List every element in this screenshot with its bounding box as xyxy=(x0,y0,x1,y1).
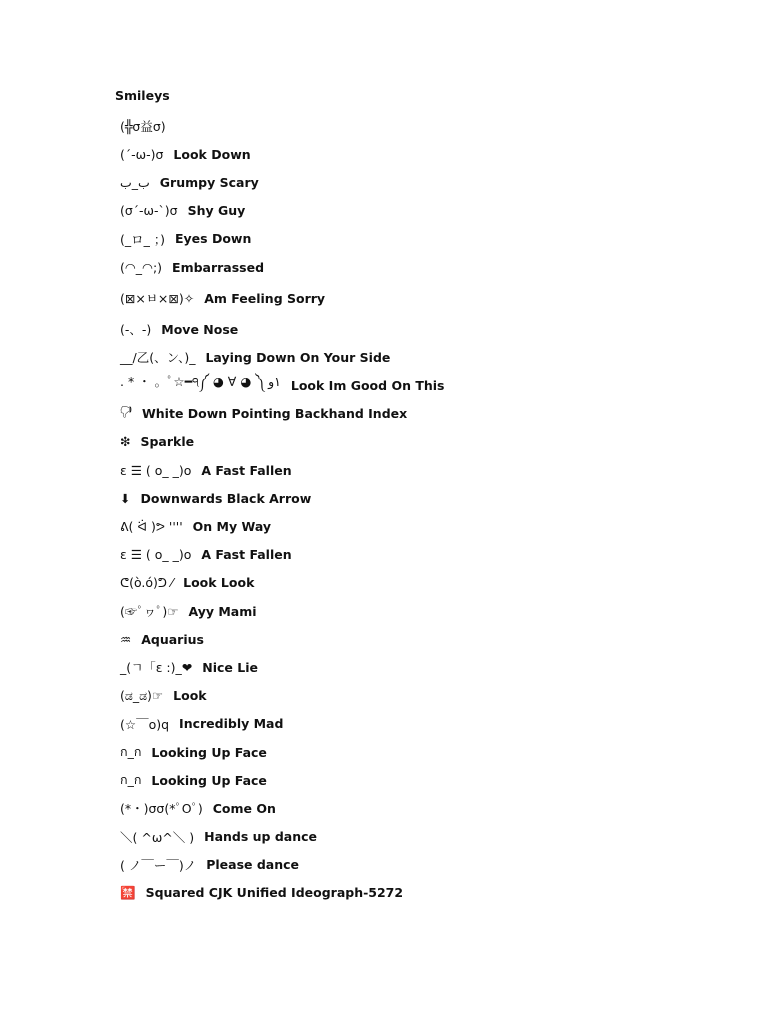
list-item xyxy=(116,456,736,484)
list-item xyxy=(116,569,736,597)
emoticon-label: Nice Lie xyxy=(202,659,258,675)
emoticon-label: Downwards Black Arrow xyxy=(140,490,312,506)
list-item xyxy=(116,653,736,681)
emoticon: _(ㄱ「ε :)_❤ xyxy=(120,660,193,676)
emoticon-label: Sparkle xyxy=(140,434,195,450)
list-item xyxy=(116,253,736,281)
emoticon-label: Am Feeling Sorry xyxy=(204,290,326,306)
emoticon-label: Aquarius xyxy=(141,631,204,647)
emoticon: (╬σ益σ) xyxy=(120,119,166,135)
list-item xyxy=(116,879,736,907)
emoticon: (_ロ_ ；) xyxy=(120,231,165,247)
emoticon: 🖓 xyxy=(120,404,132,420)
smiley-list xyxy=(116,112,736,907)
emoticon-label: Look Down xyxy=(173,146,251,162)
emoticon: . * ・ 。ﾟ☆━੧༼ ◕ ∀ ◕ ༽ ١و xyxy=(120,374,281,390)
emoticon: ก_ก xyxy=(120,772,142,788)
list-item xyxy=(116,372,736,400)
emoticon: ( ノ￣ー￣)ノ xyxy=(120,857,197,873)
list-item xyxy=(116,197,736,225)
emoticon: (σ´-ω-`)σ xyxy=(120,203,178,219)
list-item xyxy=(116,682,736,710)
list-item xyxy=(116,281,736,315)
emoticon-label: On My Way xyxy=(192,519,272,535)
list-item xyxy=(116,512,736,540)
emoticon-label: A Fast Fallen xyxy=(201,547,292,563)
emoticon: (´-ω-)σ xyxy=(120,146,164,162)
emoticon-label: Laying Down On Your Side xyxy=(205,349,391,365)
list-item xyxy=(116,766,736,794)
emoticon-label: Look Look xyxy=(183,575,255,591)
list-item xyxy=(116,315,736,343)
emoticon-label: Come On xyxy=(212,800,276,816)
emoticon: (ಡ_ಡ)☞ xyxy=(120,687,164,703)
emoticon-label: Grumpy Scary xyxy=(159,174,259,190)
list-item xyxy=(116,541,736,569)
emoticon: ᕦ(ò.ó)ᕤ ⁄ xyxy=(120,575,174,591)
emoticon-label: Ayy Mami xyxy=(188,603,257,619)
emoticon-label: Please dance xyxy=(206,857,300,873)
list-item xyxy=(116,484,736,512)
emoticon-label: Hands up dance xyxy=(204,829,318,845)
emoticon: (-、-) xyxy=(120,322,152,338)
emoticon-label: Move Nose xyxy=(161,321,239,337)
emoticon: ＼( ^ω^＼ ) xyxy=(120,829,195,845)
emoticon: ก_ก xyxy=(120,744,142,760)
emoticon-label: Look Im Good On This xyxy=(290,378,445,394)
emoticon: ε ☰ ( o_ _)o xyxy=(120,547,192,563)
emoticon: 🈲 xyxy=(120,884,136,900)
emoticon: ب_ب xyxy=(120,174,150,190)
document-title: Smileys xyxy=(115,88,170,103)
list-item xyxy=(116,400,736,428)
emoticon: (◠_◠;) xyxy=(120,259,163,275)
emoticon-label: White Down Pointing Backhand Index xyxy=(142,406,408,422)
emoticon: __/乙(、ン、)_ xyxy=(120,350,196,366)
list-item xyxy=(116,112,736,140)
list-item xyxy=(116,225,736,253)
emoticon: (⊠×ㅂ×⊠)✧ xyxy=(120,291,195,307)
emoticon-label: Shy Guy xyxy=(187,203,246,219)
list-item xyxy=(116,738,736,766)
emoticon-label: Incredibly Mad xyxy=(179,716,284,732)
list-item xyxy=(116,597,736,625)
emoticon: ᕕ( ᐛ )ᕗ '''' xyxy=(120,519,183,535)
emoticon-label: Looking Up Face xyxy=(151,744,267,760)
list-item xyxy=(116,851,736,879)
emoticon-label: Eyes Down xyxy=(174,231,252,247)
emoticon: (☆￣o)q xyxy=(120,716,170,732)
emoticon: (☞ﾟヮﾟ)☞ xyxy=(120,604,179,620)
emoticon-label: Squared CJK Unified Ideograph-5272 xyxy=(145,885,404,901)
emoticon-label: Looking Up Face xyxy=(151,772,267,788)
emoticon: ♒ xyxy=(120,631,132,647)
emoticon: (*・)σσ(*ﾟOﾟ) xyxy=(120,801,203,817)
list-item xyxy=(116,140,736,168)
emoticon: ❇ xyxy=(120,434,131,450)
list-item xyxy=(116,794,736,822)
list-item xyxy=(116,168,736,196)
emoticon: ⬇ xyxy=(120,490,131,506)
list-item xyxy=(116,710,736,738)
list-item xyxy=(116,823,736,851)
list-item xyxy=(116,428,736,456)
emoticon-label: Look xyxy=(173,688,207,704)
list-item xyxy=(116,625,736,653)
emoticon-label: Embarrassed xyxy=(172,259,265,275)
emoticon: ε ☰ ( o_ _)o xyxy=(120,462,192,478)
emoticon-label: A Fast Fallen xyxy=(201,462,292,478)
